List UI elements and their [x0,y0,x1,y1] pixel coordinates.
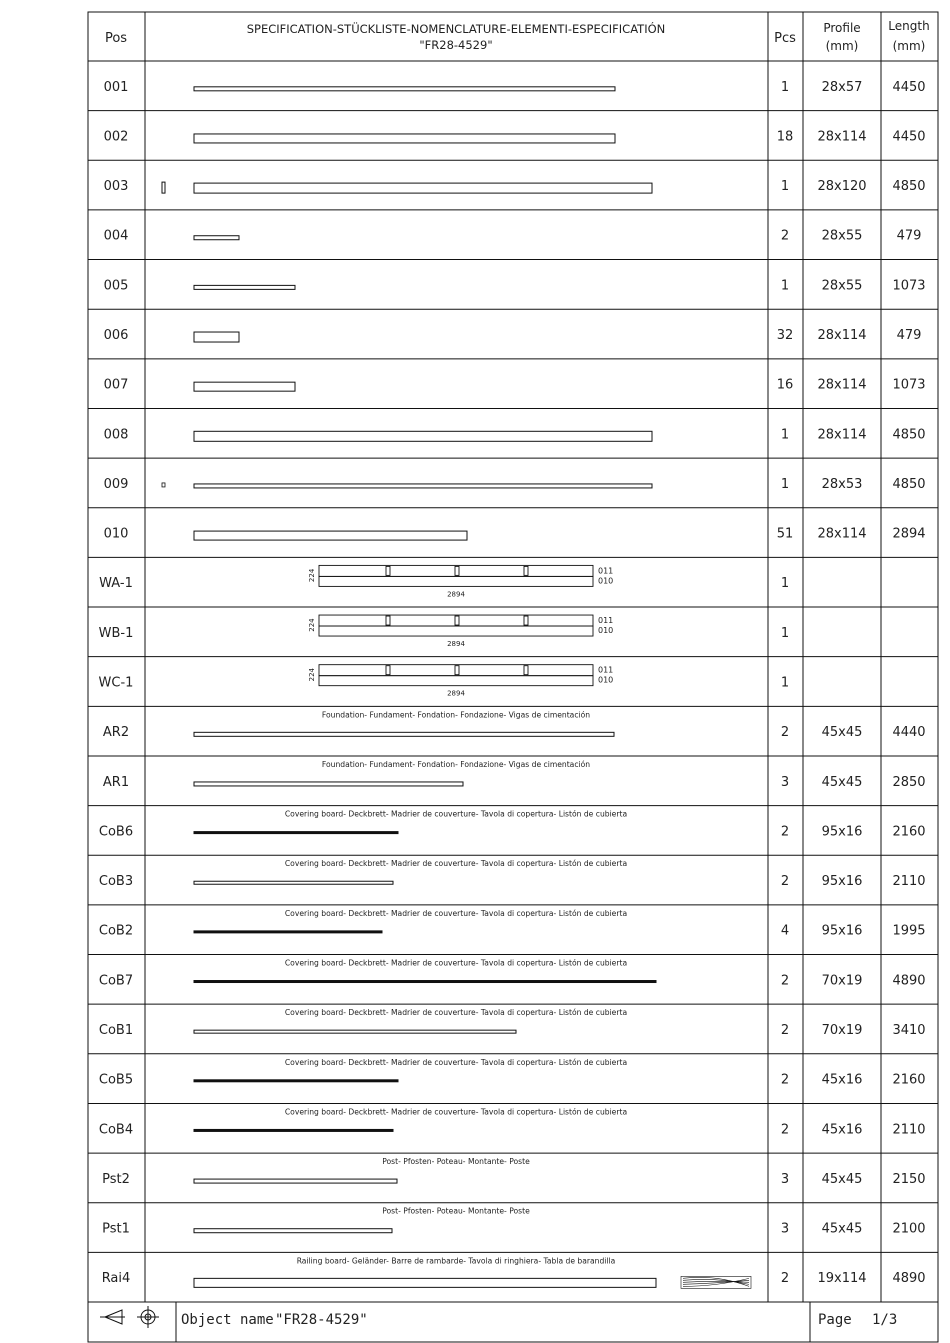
row-length: 4890 [892,1271,926,1287]
wall-panel-drawing [319,665,593,686]
part-profile-bar [194,1129,393,1131]
row-length: 479 [896,328,922,344]
row-pos: 004 [103,228,129,244]
part-profile-bar [194,1030,516,1033]
railing-profile-hatch [681,1276,751,1288]
row-length: 4440 [892,725,926,741]
page-label: Page [818,1312,852,1328]
header-title: SPECIFICATION-STÜCKLISTE-NOMENCLATURE-ELEMENTI-ESPECIFICATIÓN [246,22,666,36]
row-pcs: 2 [780,874,790,890]
part-profile-bar [194,236,239,240]
page-number: 1/3 [872,1312,898,1328]
panel-bottom-label: 010 [598,626,614,636]
part-profile-bar [194,531,467,540]
row-profile: 95x16 [821,824,863,840]
part-profile-bar [194,183,652,193]
table-row [88,959,938,1005]
part-description: Railing board- Geländer- Barre de rambarde- Tavola di ringhiera- Tabla de barandilla [296,1256,616,1266]
row-pos: WB-1 [98,625,134,641]
part-description: Foundation- Fundament- Fondation- Fondazione- Vigas de cimentación [321,759,591,769]
row-pcs: 2 [780,1022,790,1038]
part-description: Post- Pfosten- Poteau- Montante- Poste [382,1157,530,1167]
part-profile-bar [194,1229,392,1233]
row-profile: 95x16 [821,923,863,939]
row-pcs: 16 [776,377,794,393]
row-profile: 28x57 [821,79,863,95]
row-profile: 19x114 [817,1271,867,1287]
part-description: Covering board- Deckbrett- Madrier de couverture- Tavola di copertura- Listón de cubierta [284,1107,628,1117]
object-name-label: Object name [181,1312,274,1328]
row-profile: 45x16 [821,1122,863,1138]
header-profile: Profile [823,21,861,35]
part-profile-bar [194,881,393,884]
row-pcs: 2 [780,824,790,840]
row-pcs: 2 [780,1072,790,1088]
panel-height-label: 224 [308,568,316,583]
table-row [88,760,938,806]
row-pcs: 2 [780,1271,790,1287]
footer [100,1302,897,1342]
row-pos: 008 [103,427,129,443]
part-profile-bar [194,382,295,391]
row-pcs: 2 [780,1122,790,1138]
table-row [88,328,938,359]
row-profile: 70x19 [821,1022,863,1038]
table-row [88,278,938,309]
row-pcs: 1 [780,79,790,95]
row-pos: 006 [103,328,129,344]
part-description: Covering board- Deckbrett- Madrier de couverture- Tavola di copertura- Listón de cubierta [284,1008,628,1018]
row-length: 2894 [892,526,926,542]
row-pcs: 1 [780,179,790,195]
panel-top-label: 011 [598,616,614,626]
row-profile: 28x114 [817,328,867,344]
row-pcs: 1 [780,576,790,592]
table-row [88,427,938,458]
row-pcs: 3 [780,1221,790,1237]
panel-height-label: 224 [308,667,316,682]
table-row [88,1058,938,1104]
part-description: Covering board- Deckbrett- Madrier de couverture- Tavola di copertura- Listón de cubierta [284,859,628,869]
crosshair-icon [137,1306,159,1328]
row-pos: AR1 [102,774,130,790]
row-pos: CoB5 [98,1072,134,1088]
row-profile: 28x114 [817,377,867,393]
row-length: 2110 [892,874,926,890]
row-profile: 28x114 [817,526,867,542]
header-object-name: "FR28-4529" [419,38,493,52]
table-row [88,810,938,856]
row-pcs: 32 [776,328,794,344]
panel-top-label: 011 [598,665,614,675]
table-row [88,80,938,111]
header-length-unit: (mm) [892,39,926,53]
header-length: Length [888,19,930,33]
table-row [88,378,938,409]
table-row [88,179,938,210]
table-row [88,527,938,558]
row-pcs: 1 [780,427,790,443]
row-pcs: 1 [780,476,790,492]
row-pcs: 2 [780,973,790,989]
part-profile-bar [194,1179,397,1183]
part-profile-bar [194,931,382,933]
panel-width-label: 2894 [447,689,465,698]
row-pos: Pst1 [102,1221,130,1237]
part-profile-bar [194,1278,656,1287]
header-pos: Pos [104,31,128,46]
part-end-view [162,483,165,487]
row-pos: Pst2 [102,1171,130,1187]
row-pcs: 1 [780,625,790,641]
row-profile: 45x16 [821,1072,863,1088]
table-row [88,859,938,905]
row-length: 2110 [892,1122,926,1138]
part-profile-bar [194,87,615,91]
grid-lines [88,12,938,1342]
header-profile-unit: (mm) [825,39,859,53]
row-pos: CoB6 [98,824,134,840]
row-pcs: 3 [780,774,790,790]
panel-top-label: 011 [598,566,614,576]
row-profile: 70x19 [821,973,863,989]
part-profile-bar [194,981,656,983]
row-length: 4850 [892,427,926,443]
row-profile: 28x114 [817,427,867,443]
table-row [88,665,938,707]
panel-width-label: 2894 [447,590,465,599]
row-pos: WA-1 [99,576,133,592]
row-profile: 28x55 [821,228,863,244]
part-profile-bar [194,484,652,488]
row-pos: WC-1 [98,675,134,691]
projection-symbol-icon [100,1310,125,1324]
row-pos: 003 [103,179,129,195]
part-description: Covering board- Deckbrett- Madrier de couverture- Tavola di copertura- Listón de cubierta [284,1057,628,1067]
row-pcs: 1 [780,278,790,294]
table-row [88,1107,938,1153]
part-profile-bar [194,1080,398,1082]
table-body [88,80,938,1302]
part-profile-bar [194,431,652,441]
row-pos: CoB7 [98,973,134,989]
part-profile-bar [194,134,615,143]
row-pos: 009 [103,476,129,492]
part-profile-bar [194,832,398,834]
row-length: 479 [896,228,922,244]
row-pcs: 2 [780,725,790,741]
table-row [88,909,938,955]
row-pos: 005 [103,278,129,294]
row-pcs: 18 [776,129,794,145]
object-name-value: "FR28-4529" [275,1312,368,1328]
part-description: Covering board- Deckbrett- Madrier de couverture- Tavola di copertura- Listón de cubierta [284,908,628,918]
row-profile: 95x16 [821,874,863,890]
row-pcs: 51 [776,526,794,542]
table-row [88,710,938,756]
table-row [88,615,938,657]
row-length: 2160 [892,1072,926,1088]
part-profile-bar [194,285,295,289]
row-length: 1995 [892,923,926,939]
row-pos: CoB1 [98,1022,134,1038]
part-description: Covering board- Deckbrett- Madrier de couverture- Tavola di copertura- Listón de cubierta [284,809,628,819]
table-row [88,229,938,260]
table-row [88,565,938,607]
panel-height-label: 224 [308,618,316,632]
table-header [105,19,930,53]
part-profile-bar [194,732,614,736]
table-row [88,129,938,160]
row-length: 4850 [892,179,926,195]
row-length: 1073 [892,377,926,393]
row-pos: 010 [103,526,129,542]
header-pcs: Pcs [774,31,796,46]
panel-bottom-label: 010 [598,576,614,586]
row-pos: CoB2 [98,923,134,939]
wall-panel-drawing [319,615,593,636]
row-pcs: 3 [780,1171,790,1187]
row-length: 2100 [892,1221,926,1237]
row-pos: 001 [103,79,129,95]
table-row [88,1157,938,1203]
row-profile: 28x55 [821,278,863,294]
row-length: 4450 [892,79,926,95]
table-row [88,1256,938,1302]
wall-panel-drawing [319,565,593,586]
row-pos: CoB4 [98,1122,134,1138]
row-profile: 45x45 [821,1171,863,1187]
row-length: 1073 [892,278,926,294]
part-description: Foundation- Fundament- Fondation- Fondazione- Vigas de cimentación [321,710,591,720]
table-row [88,477,938,508]
row-profile: 45x45 [821,1221,863,1237]
row-length: 2150 [892,1171,926,1187]
part-description: Post- Pfosten- Poteau- Montante- Poste [382,1206,530,1216]
row-pos: AR2 [102,725,130,741]
row-length: 4450 [892,129,926,145]
part-profile-bar [194,782,463,786]
row-pos: Rai4 [101,1271,131,1287]
row-profile: 28x114 [817,129,867,145]
row-pcs: 2 [780,228,790,244]
row-length: 4850 [892,476,926,492]
row-profile: 28x53 [821,476,863,492]
row-length: 4890 [892,973,926,989]
row-length: 2160 [892,824,926,840]
row-length: 2850 [892,774,926,790]
row-pos: CoB3 [98,874,134,890]
row-pcs: 4 [780,923,790,939]
row-profile: 45x45 [821,725,863,741]
row-pos: 007 [103,377,129,393]
part-description: Covering board- Deckbrett- Madrier de couverture- Tavola di copertura- Listón de cubierta [284,958,628,968]
row-pcs: 1 [780,675,790,691]
row-pos: 002 [103,129,129,145]
table-row [88,1008,938,1054]
row-profile: 28x120 [817,179,867,195]
table-row [88,1207,938,1253]
part-profile-bar [194,332,239,342]
panel-width-label: 2894 [447,640,465,649]
part-end-view [162,182,165,193]
row-length: 3410 [892,1022,926,1038]
panel-bottom-label: 010 [598,675,614,685]
row-profile: 45x45 [821,774,863,790]
